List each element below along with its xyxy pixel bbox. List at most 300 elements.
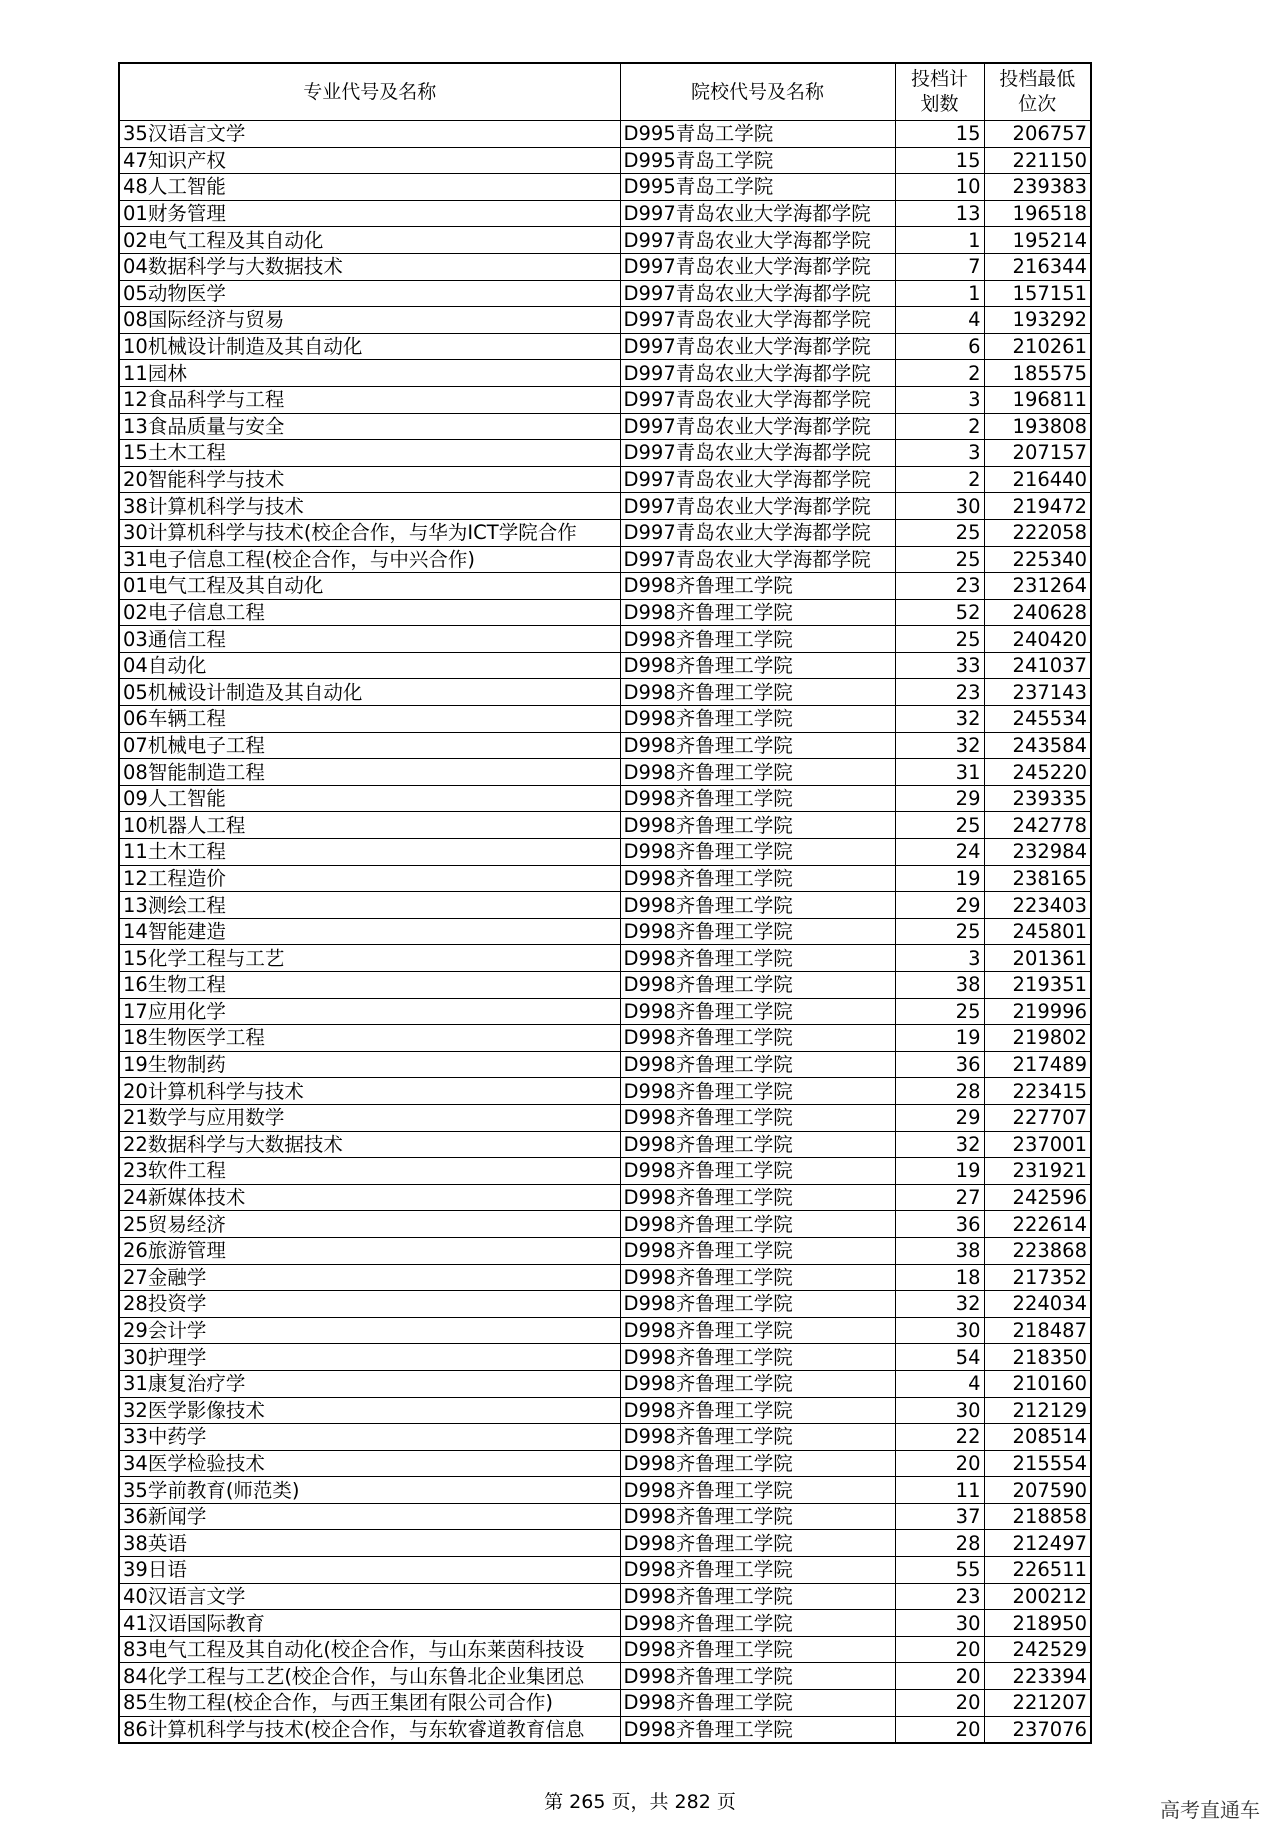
- table-row: [119, 1477, 1091, 1504]
- cell-plan: 18: [895, 1264, 984, 1291]
- cell-rank: 217352: [984, 1264, 1091, 1291]
- cell-plan: 1: [895, 227, 984, 254]
- table-row: [119, 1690, 1091, 1717]
- cell-school: D998齐鲁理工学院: [620, 812, 895, 839]
- table-row: [119, 1636, 1091, 1663]
- cell-plan: 4: [895, 1370, 984, 1397]
- cell-major: 22数据科学与大数据技术: [119, 1131, 620, 1158]
- cell-rank: 219472: [984, 493, 1091, 520]
- cell-rank: 226511: [984, 1557, 1091, 1584]
- cell-plan: 24: [895, 839, 984, 866]
- cell-major: 27金融学: [119, 1264, 620, 1291]
- cell-plan: 36: [895, 1211, 984, 1238]
- cell-plan: 32: [895, 732, 984, 759]
- cell-rank: 221150: [984, 147, 1091, 174]
- cell-plan: 30: [895, 1610, 984, 1637]
- cell-major: 84化学工程与工艺(校企合作，与山东鲁北企业集团总: [119, 1663, 620, 1690]
- cell-school: D997青岛农业大学海都学院: [620, 519, 895, 546]
- table-row: [119, 945, 1091, 972]
- table-row: [119, 227, 1091, 254]
- cell-plan: 15: [895, 147, 984, 174]
- table-row: [119, 1078, 1091, 1105]
- cell-school: D998齐鲁理工学院: [620, 679, 895, 706]
- cell-school: D998齐鲁理工学院: [620, 1158, 895, 1185]
- cell-plan: 3: [895, 440, 984, 467]
- table-row: [119, 1397, 1091, 1424]
- cell-school: D998齐鲁理工学院: [620, 1211, 895, 1238]
- cell-major: 08国际经济与贸易: [119, 307, 620, 334]
- cell-rank: 195214: [984, 227, 1091, 254]
- cell-plan: 13: [895, 200, 984, 227]
- header-plan: 投档计 划数: [895, 63, 984, 121]
- cell-rank: 218350: [984, 1344, 1091, 1371]
- page-footer: [0, 1792, 1280, 1812]
- table-row: [119, 253, 1091, 280]
- cell-plan: 52: [895, 599, 984, 626]
- cell-plan: 11: [895, 1477, 984, 1504]
- cell-school: D997青岛农业大学海都学院: [620, 200, 895, 227]
- cell-major: 32医学影像技术: [119, 1397, 620, 1424]
- cell-rank: 242778: [984, 812, 1091, 839]
- cell-plan: 15: [895, 121, 984, 148]
- cell-rank: 219351: [984, 972, 1091, 999]
- cell-school: D997青岛农业大学海都学院: [620, 413, 895, 440]
- cell-plan: 27: [895, 1184, 984, 1211]
- table-row: [119, 1370, 1091, 1397]
- cell-plan: 30: [895, 493, 984, 520]
- cell-plan: 23: [895, 679, 984, 706]
- cell-rank: 240420: [984, 626, 1091, 653]
- table-row: [119, 147, 1091, 174]
- cell-school: D998齐鲁理工学院: [620, 1690, 895, 1717]
- cell-major: 14智能建造: [119, 918, 620, 945]
- cell-major: 26旅游管理: [119, 1237, 620, 1264]
- cell-major: 05动物医学: [119, 280, 620, 307]
- cell-rank: 212497: [984, 1530, 1091, 1557]
- cell-plan: 28: [895, 1530, 984, 1557]
- cell-rank: 218858: [984, 1503, 1091, 1530]
- cell-school: D998齐鲁理工学院: [620, 626, 895, 653]
- cell-rank: 207590: [984, 1477, 1091, 1504]
- cell-school: D998齐鲁理工学院: [620, 998, 895, 1025]
- cell-major: 02电子信息工程: [119, 599, 620, 626]
- cell-rank: 245801: [984, 918, 1091, 945]
- cell-rank: 216344: [984, 253, 1091, 280]
- cell-school: D998齐鲁理工学院: [620, 1716, 895, 1743]
- table-row: [119, 1158, 1091, 1185]
- table-row: [119, 200, 1091, 227]
- cell-plan: 30: [895, 1317, 984, 1344]
- table-row: [119, 918, 1091, 945]
- table-row: [119, 972, 1091, 999]
- cell-rank: 201361: [984, 945, 1091, 972]
- cell-rank: 243584: [984, 732, 1091, 759]
- cell-major: 30护理学: [119, 1344, 620, 1371]
- table-row: [119, 1025, 1091, 1052]
- cell-major: 38计算机科学与技术: [119, 493, 620, 520]
- cell-plan: 25: [895, 812, 984, 839]
- table-row: [119, 1583, 1091, 1610]
- cell-plan: 19: [895, 1158, 984, 1185]
- cell-major: 12食品科学与工程: [119, 386, 620, 413]
- table-body: [119, 121, 1091, 1744]
- cell-rank: 227707: [984, 1104, 1091, 1131]
- cell-plan: 29: [895, 785, 984, 812]
- cell-plan: 19: [895, 1025, 984, 1052]
- cell-major: 11园林: [119, 360, 620, 387]
- cell-major: 20智能科学与技术: [119, 466, 620, 493]
- cell-school: D998齐鲁理工学院: [620, 918, 895, 945]
- cell-rank: 185575: [984, 360, 1091, 387]
- cell-plan: 20: [895, 1636, 984, 1663]
- cell-rank: 231264: [984, 573, 1091, 600]
- table-row: [119, 998, 1091, 1025]
- cell-school: D995青岛工学院: [620, 174, 895, 201]
- table-row: [119, 1450, 1091, 1477]
- table-row: [119, 785, 1091, 812]
- cell-school: D997青岛农业大学海都学院: [620, 333, 895, 360]
- cell-plan: 33: [895, 652, 984, 679]
- cell-major: 85生物工程(校企合作，与西王集团有限公司合作): [119, 1690, 620, 1717]
- cell-major: 86计算机科学与技术(校企合作，与东软睿道教育信息: [119, 1716, 620, 1743]
- cell-rank: 242596: [984, 1184, 1091, 1211]
- table-row: [119, 1317, 1091, 1344]
- cell-plan: 20: [895, 1450, 984, 1477]
- table-row: [119, 706, 1091, 733]
- cell-rank: 222614: [984, 1211, 1091, 1238]
- table-row: [119, 839, 1091, 866]
- cell-plan: 38: [895, 1237, 984, 1264]
- table-row: [119, 1211, 1091, 1238]
- cell-rank: 239335: [984, 785, 1091, 812]
- cell-school: D998齐鲁理工学院: [620, 652, 895, 679]
- cell-plan: 2: [895, 360, 984, 387]
- table-row: [119, 1237, 1091, 1264]
- table-row: [119, 1663, 1091, 1690]
- table-row: [119, 333, 1091, 360]
- cell-school: D995青岛工学院: [620, 121, 895, 148]
- cell-major: 13食品质量与安全: [119, 413, 620, 440]
- cell-school: D998齐鲁理工学院: [620, 1610, 895, 1637]
- cell-school: D998齐鲁理工学院: [620, 1530, 895, 1557]
- cell-plan: 28: [895, 1078, 984, 1105]
- cell-plan: 23: [895, 1583, 984, 1610]
- cell-rank: 223868: [984, 1237, 1091, 1264]
- table-row: [119, 1716, 1091, 1743]
- cell-plan: 55: [895, 1557, 984, 1584]
- cell-plan: 30: [895, 1397, 984, 1424]
- cell-school: D998齐鲁理工学院: [620, 1583, 895, 1610]
- cell-rank: 196811: [984, 386, 1091, 413]
- table-row: [119, 573, 1091, 600]
- cell-rank: 223394: [984, 1663, 1091, 1690]
- cell-major: 24新媒体技术: [119, 1184, 620, 1211]
- cell-plan: 23: [895, 573, 984, 600]
- table-row: [119, 1291, 1091, 1318]
- cell-school: D997青岛农业大学海都学院: [620, 466, 895, 493]
- table-row: [119, 1557, 1091, 1584]
- table-row: [119, 440, 1091, 467]
- cell-school: D998齐鲁理工学院: [620, 1344, 895, 1371]
- cell-rank: 219996: [984, 998, 1091, 1025]
- cell-plan: 4: [895, 307, 984, 334]
- cell-school: D997青岛农业大学海都学院: [620, 546, 895, 573]
- table-row: [119, 865, 1091, 892]
- cell-plan: 2: [895, 466, 984, 493]
- cell-major: 03通信工程: [119, 626, 620, 653]
- cell-school: D998齐鲁理工学院: [620, 1503, 895, 1530]
- table-row: [119, 307, 1091, 334]
- cell-major: 47知识产权: [119, 147, 620, 174]
- cell-school: D998齐鲁理工学院: [620, 706, 895, 733]
- cell-major: 10机器人工程: [119, 812, 620, 839]
- table-row: [119, 759, 1091, 786]
- cell-plan: 31: [895, 759, 984, 786]
- cell-rank: 193808: [984, 413, 1091, 440]
- cell-plan: 25: [895, 519, 984, 546]
- cell-school: D998齐鲁理工学院: [620, 1663, 895, 1690]
- table-row: [119, 1344, 1091, 1371]
- table-row: [119, 1610, 1091, 1637]
- cell-rank: 215554: [984, 1450, 1091, 1477]
- cell-major: 16生物工程: [119, 972, 620, 999]
- table-row: [119, 546, 1091, 573]
- cell-major: 07机械电子工程: [119, 732, 620, 759]
- cell-school: D998齐鲁理工学院: [620, 1370, 895, 1397]
- cell-school: D995青岛工学院: [620, 147, 895, 174]
- cell-major: 19生物制药: [119, 1051, 620, 1078]
- cell-major: 39日语: [119, 1557, 620, 1584]
- cell-major: 17应用化学: [119, 998, 620, 1025]
- cell-rank: 237076: [984, 1716, 1091, 1743]
- table-row: [119, 1424, 1091, 1451]
- table-row: [119, 1104, 1091, 1131]
- cell-rank: 224034: [984, 1291, 1091, 1318]
- cell-school: D997青岛农业大学海都学院: [620, 307, 895, 334]
- cell-plan: 37: [895, 1503, 984, 1530]
- cell-school: D998齐鲁理工学院: [620, 1104, 895, 1131]
- cell-plan: 19: [895, 865, 984, 892]
- cell-plan: 38: [895, 972, 984, 999]
- cell-plan: 1: [895, 280, 984, 307]
- cell-rank: 225340: [984, 546, 1091, 573]
- cell-major: 41汉语国际教育: [119, 1610, 620, 1637]
- table-row: [119, 466, 1091, 493]
- cell-school: D998齐鲁理工学院: [620, 1397, 895, 1424]
- cell-rank: 193292: [984, 307, 1091, 334]
- cell-major: 15土木工程: [119, 440, 620, 467]
- cell-major: 83电气工程及其自动化(校企合作，与山东莱茵科技设: [119, 1636, 620, 1663]
- cell-rank: 221207: [984, 1690, 1091, 1717]
- page-number: 第 265 页，共 282 页: [544, 1791, 736, 1813]
- cell-rank: 237143: [984, 679, 1091, 706]
- cell-plan: 29: [895, 892, 984, 919]
- cell-rank: 218487: [984, 1317, 1091, 1344]
- cell-major: 21数学与应用数学: [119, 1104, 620, 1131]
- table-header-row: [119, 63, 1091, 121]
- cell-major: 35汉语言文学: [119, 121, 620, 148]
- cell-school: D998齐鲁理工学院: [620, 865, 895, 892]
- cell-school: D998齐鲁理工学院: [620, 839, 895, 866]
- cell-plan: 2: [895, 413, 984, 440]
- cell-major: 13测绘工程: [119, 892, 620, 919]
- table-row: [119, 652, 1091, 679]
- cell-rank: 223403: [984, 892, 1091, 919]
- cell-plan: 6: [895, 333, 984, 360]
- table-row: [119, 679, 1091, 706]
- table-row: [119, 174, 1091, 201]
- cell-plan: 54: [895, 1344, 984, 1371]
- cell-rank: 210160: [984, 1370, 1091, 1397]
- cell-major: 40汉语言文学: [119, 1583, 620, 1610]
- table-row: [119, 121, 1091, 148]
- cell-school: D998齐鲁理工学院: [620, 1450, 895, 1477]
- cell-school: D998齐鲁理工学院: [620, 759, 895, 786]
- cell-major: 02电气工程及其自动化: [119, 227, 620, 254]
- cell-rank: 157151: [984, 280, 1091, 307]
- watermark-text: 高考直通车: [1160, 1798, 1260, 1822]
- cell-major: 34医学检验技术: [119, 1450, 620, 1477]
- cell-rank: 239383: [984, 174, 1091, 201]
- table-row: [119, 599, 1091, 626]
- cell-major: 18生物医学工程: [119, 1025, 620, 1052]
- cell-rank: 212129: [984, 1397, 1091, 1424]
- cell-rank: 219802: [984, 1025, 1091, 1052]
- cell-major: 06车辆工程: [119, 706, 620, 733]
- cell-major: 33中药学: [119, 1424, 620, 1451]
- cell-major: 04自动化: [119, 652, 620, 679]
- table-row: [119, 1184, 1091, 1211]
- cell-rank: 242529: [984, 1636, 1091, 1663]
- cell-plan: 29: [895, 1104, 984, 1131]
- cell-major: 38英语: [119, 1530, 620, 1557]
- cell-major: 48人工智能: [119, 174, 620, 201]
- cell-rank: 223415: [984, 1078, 1091, 1105]
- cell-school: D998齐鲁理工学院: [620, 972, 895, 999]
- cell-plan: 3: [895, 386, 984, 413]
- cell-plan: 10: [895, 174, 984, 201]
- cell-plan: 25: [895, 998, 984, 1025]
- cell-school: D998齐鲁理工学院: [620, 1636, 895, 1663]
- cell-school: D998齐鲁理工学院: [620, 945, 895, 972]
- cell-rank: 232984: [984, 839, 1091, 866]
- cell-rank: 207157: [984, 440, 1091, 467]
- cell-plan: 7: [895, 253, 984, 280]
- table-row: [119, 519, 1091, 546]
- cell-school: D998齐鲁理工学院: [620, 1291, 895, 1318]
- cell-rank: 217489: [984, 1051, 1091, 1078]
- cell-school: D998齐鲁理工学院: [620, 892, 895, 919]
- cell-plan: 20: [895, 1690, 984, 1717]
- table-row: [119, 386, 1091, 413]
- header-major: 专业代号及名称: [119, 63, 620, 121]
- cell-school: D998齐鲁理工学院: [620, 1557, 895, 1584]
- cell-major: 23软件工程: [119, 1158, 620, 1185]
- cell-major: 09人工智能: [119, 785, 620, 812]
- table-row: [119, 1051, 1091, 1078]
- cell-major: 20计算机科学与技术: [119, 1078, 620, 1105]
- cell-major: 10机械设计制造及其自动化: [119, 333, 620, 360]
- cell-plan: 3: [895, 945, 984, 972]
- table-row: [119, 413, 1091, 440]
- cell-school: D997青岛农业大学海都学院: [620, 493, 895, 520]
- cell-major: 25贸易经济: [119, 1211, 620, 1238]
- cell-plan: 32: [895, 1131, 984, 1158]
- cell-plan: 25: [895, 918, 984, 945]
- cell-major: 01电气工程及其自动化: [119, 573, 620, 600]
- cell-plan: 32: [895, 1291, 984, 1318]
- admission-table: [118, 62, 1092, 1744]
- cell-rank: 231921: [984, 1158, 1091, 1185]
- table-row: [119, 280, 1091, 307]
- cell-rank: 200212: [984, 1583, 1091, 1610]
- cell-plan: 20: [895, 1716, 984, 1743]
- cell-rank: 237001: [984, 1131, 1091, 1158]
- cell-school: D998齐鲁理工学院: [620, 599, 895, 626]
- table-row: [119, 1264, 1091, 1291]
- cell-school: D997青岛农业大学海都学院: [620, 440, 895, 467]
- cell-school: D997青岛农业大学海都学院: [620, 386, 895, 413]
- cell-plan: 32: [895, 706, 984, 733]
- table-row: [119, 892, 1091, 919]
- cell-school: D997青岛农业大学海都学院: [620, 280, 895, 307]
- cell-major: 11土木工程: [119, 839, 620, 866]
- cell-rank: 206757: [984, 121, 1091, 148]
- cell-plan: 25: [895, 626, 984, 653]
- header-school: 院校代号及名称: [620, 63, 895, 121]
- cell-plan: 22: [895, 1424, 984, 1451]
- cell-plan: 25: [895, 546, 984, 573]
- table-row: [119, 360, 1091, 387]
- table-row: [119, 626, 1091, 653]
- cell-rank: 245534: [984, 706, 1091, 733]
- cell-plan: 36: [895, 1051, 984, 1078]
- table-row: [119, 493, 1091, 520]
- cell-rank: 210261: [984, 333, 1091, 360]
- cell-rank: 240628: [984, 599, 1091, 626]
- cell-school: D998齐鲁理工学院: [620, 1078, 895, 1105]
- cell-school: D998齐鲁理工学院: [620, 1184, 895, 1211]
- cell-rank: 218950: [984, 1610, 1091, 1637]
- cell-school: D998齐鲁理工学院: [620, 1131, 895, 1158]
- cell-school: D998齐鲁理工学院: [620, 1237, 895, 1264]
- cell-rank: 208514: [984, 1424, 1091, 1451]
- cell-major: 05机械设计制造及其自动化: [119, 679, 620, 706]
- cell-school: D998齐鲁理工学院: [620, 1477, 895, 1504]
- table-row: [119, 1530, 1091, 1557]
- cell-rank: 196518: [984, 200, 1091, 227]
- cell-school: D998齐鲁理工学院: [620, 1025, 895, 1052]
- cell-school: D998齐鲁理工学院: [620, 1051, 895, 1078]
- cell-school: D998齐鲁理工学院: [620, 785, 895, 812]
- table-row: [119, 812, 1091, 839]
- table-row: [119, 732, 1091, 759]
- cell-major: 35学前教育(师范类): [119, 1477, 620, 1504]
- cell-school: D998齐鲁理工学院: [620, 732, 895, 759]
- cell-major: 04数据科学与大数据技术: [119, 253, 620, 280]
- cell-rank: 238165: [984, 865, 1091, 892]
- cell-plan: 20: [895, 1663, 984, 1690]
- cell-major: 28投资学: [119, 1291, 620, 1318]
- table-row: [119, 1503, 1091, 1530]
- cell-rank: 216440: [984, 466, 1091, 493]
- cell-major: 31电子信息工程(校企合作，与中兴合作): [119, 546, 620, 573]
- cell-school: D998齐鲁理工学院: [620, 1264, 895, 1291]
- cell-major: 29会计学: [119, 1317, 620, 1344]
- cell-major: 30计算机科学与技术(校企合作，与华为ICT学院合作: [119, 519, 620, 546]
- cell-rank: 245220: [984, 759, 1091, 786]
- table-row: [119, 1131, 1091, 1158]
